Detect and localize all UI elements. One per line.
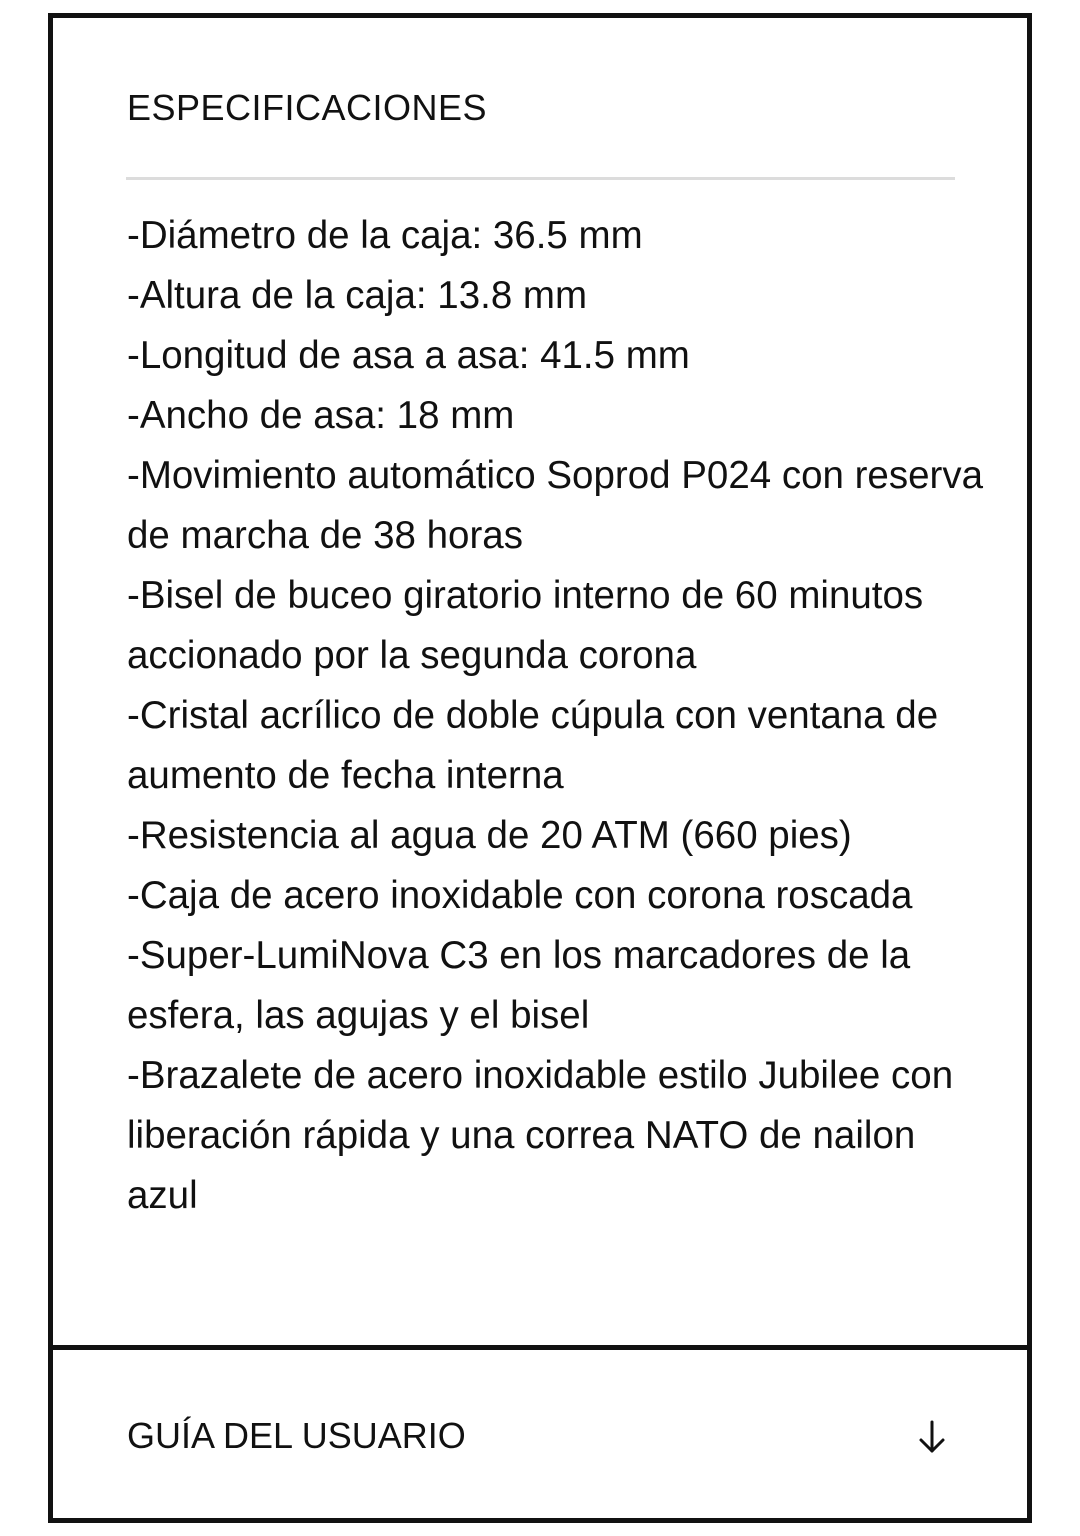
spec-item: -Diámetro de la caja: 36.5 mm <box>127 214 643 257</box>
specifications-list <box>127 206 987 1226</box>
user-guide-title: GUÍA DEL USUARIO <box>127 1415 466 1456</box>
spec-item: -Caja de acero inoxidable con corona roscada <box>127 874 913 917</box>
spec-item: -Longitud de asa a asa: 41.5 mm <box>127 334 690 377</box>
spec-item: -Resistencia al agua de 20 ATM (660 pies) <box>127 814 852 857</box>
user-guide-accordion[interactable] <box>53 1350 1027 1518</box>
spec-item: -Ancho de asa: 18 mm <box>127 394 515 437</box>
spec-item: -Altura de la caja: 13.8 mm <box>127 274 588 317</box>
specs-card <box>48 13 1032 1523</box>
spec-item: -Bisel de buceo giratorio interno de 60 minutos accionado por la segunda corona <box>127 574 924 677</box>
arrow-down-icon[interactable] <box>917 1420 947 1454</box>
specifications-title: ESPECIFICACIONES <box>127 87 488 128</box>
spec-item: -Cristal acrílico de doble cúpula con ventana de aumento de fecha interna <box>127 694 939 797</box>
spec-item: -Super-LumiNova C3 en los marcadores de la esfera, las agujas y el bisel <box>127 934 911 1037</box>
specifications-section <box>53 18 1027 1345</box>
spec-item: -Movimiento automático Soprod P024 con reserva de marcha de 38 horas <box>127 454 983 557</box>
divider <box>126 177 955 180</box>
spec-item: -Brazalete de acero inoxidable estilo Jubilee con liberación rápida y una correa NATO de nailon azul <box>127 1054 954 1217</box>
